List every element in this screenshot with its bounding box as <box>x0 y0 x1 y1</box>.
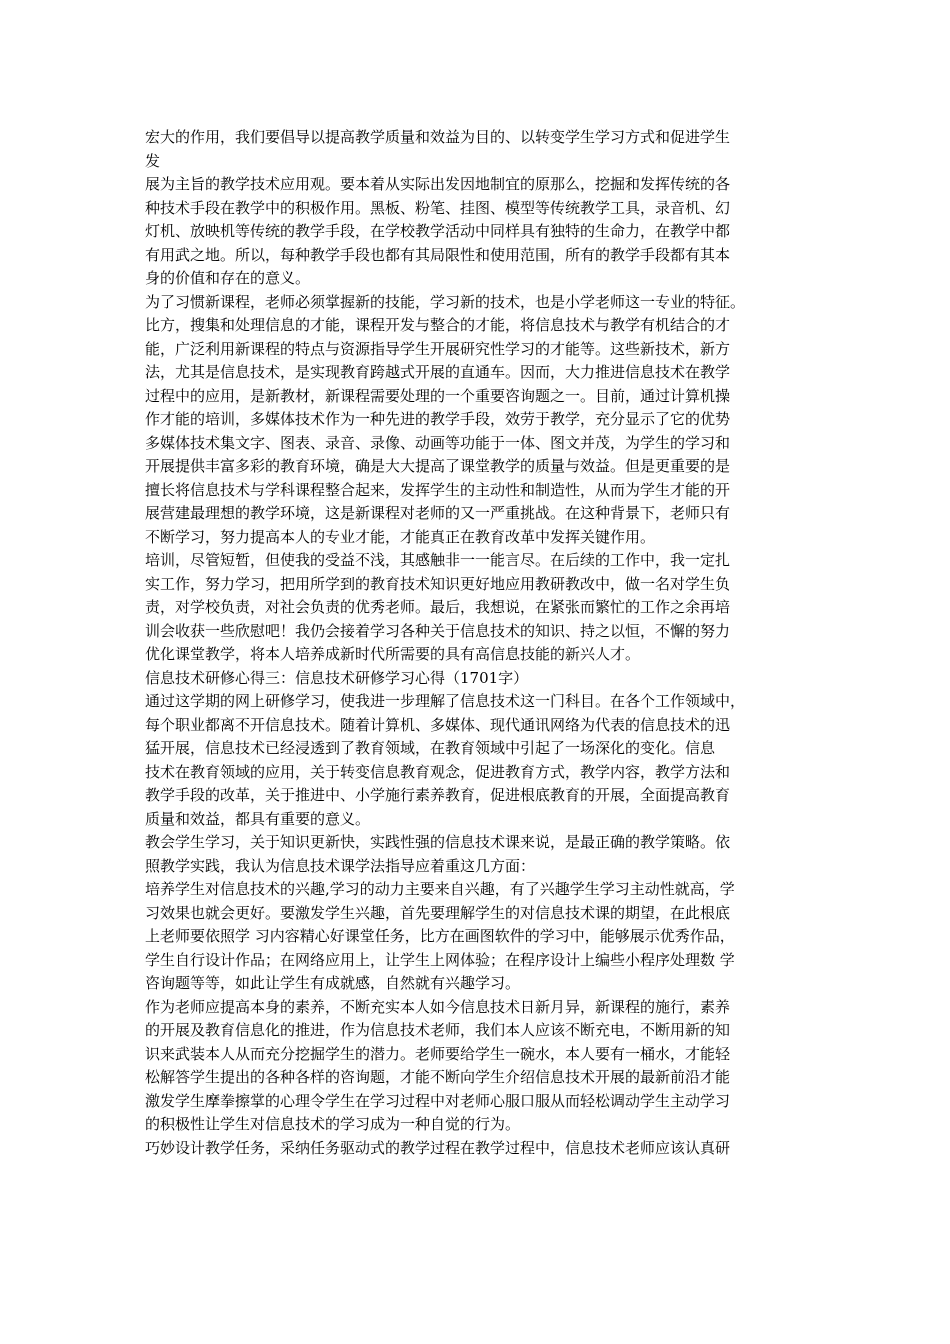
text-line: 猛开展，信息技术已经浸透到了教育领域，在教育领域中引起了一场深化的变化。信息 <box>145 739 716 757</box>
text-line: 训会收获一些欣慰吧！我仍会接着学习各种关于信息技术的知识、持之以恒，不懈的努力 <box>145 621 731 640</box>
text-line: 种技术手段在教学中的积极作用。黑板、粉笔、挂图、模型等传统教学工具，录音机、幻 <box>145 198 731 217</box>
text-line: 作为老师应提高本身的素养，不断充实本人如今信息技术日新月异，新课程的施行，素养 <box>145 997 731 1016</box>
text-line: 过程中的应用，是新教材，新课程需要处理的一个重要咨询题之一。目前，通过计算机操 <box>145 386 731 405</box>
text-line: 多媒体技术集文字、图表、录音、录像、动画等功能于一体、图文并茂，为学生的学习和 <box>145 433 731 452</box>
text-line: 通过这学期的网上研修学习，使我进一步理解了信息技术这一门科目。在各个工作领域中， <box>145 692 746 710</box>
text-line: 不断学习，努力提高本人的专业才能，才能真正在教育改革中发挥关键作用。 <box>145 527 656 546</box>
text-line: 身的价值和存在的意义。 <box>145 269 311 287</box>
text-line: 技术在教育领域的应用，关于转变信息教育观念，促进教育方式，教学内容，教学方法和 <box>145 762 731 781</box>
text-line: 松解答学生提出的各种各样的咨询题，才能不断向学生介绍信息技术开展的最新前沿才能 <box>145 1068 731 1086</box>
text-line: 开展提供丰富多彩的教育环境，确是大大提高了课堂教学的质量与效益。但是更重要的是 <box>145 457 731 475</box>
text-line: 学生自行设计作品；在网络应用上，让学生上网体验；在程序设计上编些小程序处理数 学 <box>145 950 735 969</box>
text-line: 责，对学校负责，对社会负责的优秀老师。最后，我想说，在紧张而繁忙的工作之余再培 <box>145 598 731 616</box>
text-line: 激发学生摩拳擦掌的心理令学生在学习过程中对老师心服口服从而轻松调动学生主动学习 <box>145 1091 731 1110</box>
text-line: 灯机、放映机等传统的教学手段，在学校教学活动中同样具有独特的生命力，在教学中都 <box>145 222 731 240</box>
text-line: 教会学生学习，关于知识更新快，实践性强的信息技术课来说，是最正确的教学策略。依 <box>145 833 731 851</box>
text-line: 优化课堂教学，将本人培养成新时代所需要的具有高信息技能的新兴人才。 <box>145 645 641 663</box>
text-line: 照教学实践，我认为信息技术课学法指导应着重这几方面： <box>145 856 536 875</box>
document-body <box>145 126 813 1160</box>
text-line: 的开展及教育信息化的推进，作为信息技术老师，我们本人应该不断充电，不断用新的知 <box>145 1021 731 1039</box>
text-line: 教学手段的改革，关于推进中、小学施行素养教育，促进根底教育的开展，全面提高教育 <box>145 786 731 804</box>
text-line: 发 <box>145 151 161 170</box>
text-line: 咨询题等等，如此让学生有成就感，自然就有兴趣学习。 <box>145 974 521 992</box>
text-line: 宏大的作用，我们要倡导以提高教学质量和效益为目的、以转变学生学习方式和促进学生 <box>145 128 731 146</box>
text-line: 实工作，努力学习，把用所学到的教育技术知识更好地应用教研教改中，做一名对学生负 <box>145 574 731 593</box>
text-line: 擅长将信息技术与学科课程整合起来，发挥学生的主动性和制造性，从而为学生才能的开 <box>145 480 731 499</box>
section-heading: 信息技术研修心得三：信息技术研修学习心得（1701字） <box>145 668 529 687</box>
text-line: 质量和效益，都具有重要的意义。 <box>145 809 371 828</box>
text-line: 培训，尽管短暂，但使我的受益不浅，其感触非一一能言尽。在后续的工作中，我一定扎 <box>145 551 731 569</box>
text-line: 展为主旨的教学技术应用观。要本着从实际出发因地制宜的原那么，挖掘和发挥传统的各 <box>145 175 731 193</box>
text-line: 法，尤其是信息技术，是实现教育跨越式开展的直通车。因而，大力推进信息技术在教学 <box>145 363 731 381</box>
text-line: 有用武之地。所以，每种教学手段也都有其局限性和使用范围，所有的教学手段都有其本 <box>145 245 731 264</box>
text-line: 能，广泛利用新课程的特点与资源指导学生开展研究性学习的才能等。这些新技术，新方 <box>145 339 731 358</box>
text-line: 识来武装本人从而充分挖掘学生的潜力。老师要给学生一碗水，本人要有一桶水，才能轻 <box>145 1044 731 1063</box>
text-line: 巧妙设计教学任务，采纳任务驱动式的教学过程在教学过程中，信息技术老师应该认真研 <box>145 1138 731 1157</box>
text-line: 的积极性让学生对信息技术的学习成为一种自觉的行为。 <box>145 1115 521 1133</box>
text-line: 每个职业都离不开信息技术。随着计算机、多媒体、现代通讯网络为代表的信息技术的迅 <box>145 715 731 734</box>
text-line: 为了习惯新课程，老师必须掌握新的技能，学习新的技术，也是小学老师这一专业的特征。 <box>145 292 746 311</box>
text-line: 展营建最理想的教学环境，这是新课程对老师的又一严重挑战。在这种背景下，老师只有 <box>145 504 731 522</box>
text-line: 上老师要依照学 习内容精心好课堂任务，比方在画图软件的学习中，能够展示优秀作品， <box>145 927 735 945</box>
text-line: 比方，搜集和处理信息的才能，课程开发与整合的才能，将信息技术与教学有机结合的才 <box>145 316 731 334</box>
text-line: 习效果也就会更好。要激发学生兴趣，首先要理解学生的对信息技术课的期望，在此根底 <box>145 903 731 922</box>
text-line: 作才能的培训，多媒体技术作为一种先进的教学手段，效劳于教学，充分显示了它的优势 <box>145 410 731 428</box>
text-line: 培养学生对信息技术的兴趣,学习的动力主要来自兴趣，有了兴趣学生学习主动性就高，学 <box>145 880 735 898</box>
